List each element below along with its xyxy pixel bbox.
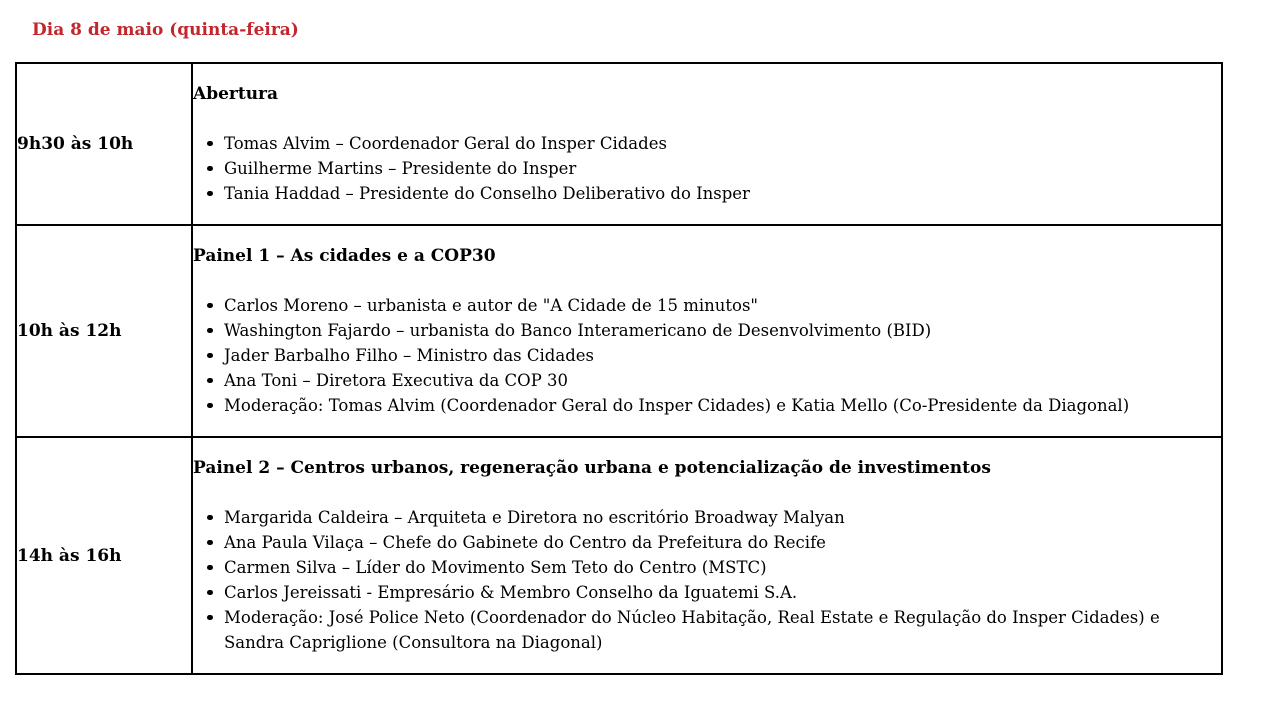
day-heading: Dia 8 de maio (quinta-feira) xyxy=(32,20,299,40)
speaker-item: Jader Barbalho Filho – Ministro das Cidades xyxy=(224,343,1221,368)
session-time: 10h às 12h xyxy=(16,225,192,437)
speaker-item: Guilherme Martins – Presidente do Insper xyxy=(224,156,1221,181)
speaker-item: Carlos Jereissati - Empresário & Membro Conselho da Iguatemi S.A. xyxy=(224,580,1221,605)
schedule-table xyxy=(15,62,1223,675)
speaker-item: Washington Fajardo – urbanista do Banco Interamericano de Desenvolvimento (BID) xyxy=(224,318,1221,343)
speaker-item: Margarida Caldeira – Arquiteta e Diretora no escritório Broadway Malyan xyxy=(224,505,1221,530)
speaker-item: Moderação: José Police Neto (Coordenador do Núcleo Habitação, Real Estate e Regulação do Insper Cidades) e Sandra Capriglione (Consultora na Diagonal) xyxy=(224,605,1221,655)
speaker-item: Tomas Alvim – Coordenador Geral do Insper Cidades xyxy=(224,131,1221,156)
session-row xyxy=(16,437,1222,674)
speaker-item: Ana Toni – Diretora Executiva da COP 30 xyxy=(224,368,1221,393)
session-row xyxy=(16,63,1222,225)
speaker-item: Carmen Silva – Líder do Movimento Sem Teto do Centro (MSTC) xyxy=(224,555,1221,580)
session-title: Painel 1 – As cidades e a COP30 xyxy=(193,245,496,266)
session-content xyxy=(192,225,1222,437)
session-time: 14h às 16h xyxy=(16,437,192,674)
speaker-item: Tania Haddad – Presidente do Conselho Deliberativo do Insper xyxy=(224,181,1221,206)
speaker-item: Ana Paula Vilaça – Chefe do Gabinete do Centro da Prefeitura do Recife xyxy=(224,530,1221,555)
speaker-list xyxy=(193,131,1221,206)
speaker-item: Moderação: Tomas Alvim (Coordenador Geral do Insper Cidades) e Katia Mello (Co-Presidente da Diagonal) xyxy=(224,393,1221,418)
session-title: Abertura xyxy=(193,83,279,104)
speaker-item: Carlos Moreno – urbanista e autor de "A Cidade de 15 minutos" xyxy=(224,293,1221,318)
session-content xyxy=(192,437,1222,674)
speaker-list xyxy=(193,293,1221,418)
session-time: 9h30 às 10h xyxy=(16,63,192,225)
session-row xyxy=(16,225,1222,437)
session-title: Painel 2 – Centros urbanos, regeneração urbana e potencialização de investimentos xyxy=(193,457,991,478)
speaker-list xyxy=(193,505,1221,655)
session-content xyxy=(192,63,1222,225)
